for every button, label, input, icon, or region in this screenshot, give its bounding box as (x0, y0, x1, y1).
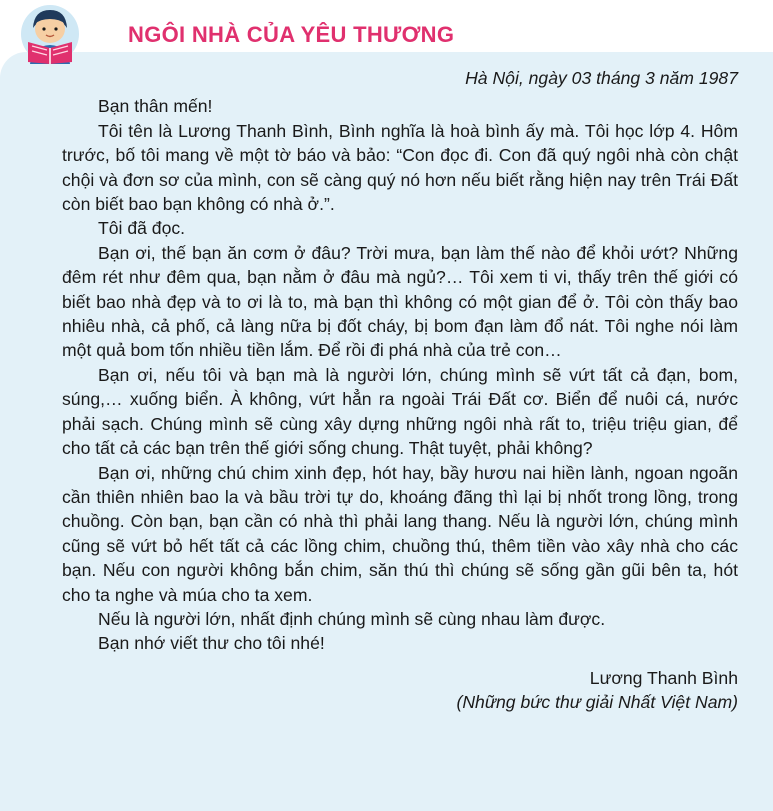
letter-paragraph: Tôi tên là Lương Thanh Bình, Bình nghĩa là hoà bình ấy mà. Tôi học lớp 4. Hôm trước, bố tôi mang về một tờ báo và bảo: “Con đọc đi. Con đã quý ngôi nhà còn chật chội và đơn sơ của mình, con sẽ càng quý nó hơn nếu biết rằng hiện nay trên Trái Đất còn biết bao bạn không có nhà ở.”. (62, 120, 738, 215)
letter-greeting: Bạn thân mến! (98, 96, 213, 117)
letter-paragraph: Bạn ơi, nếu tôi và bạn mà là người lớn, chúng mình sẽ vứt tất cả đạn, bom, súng,… xuống biển. À không, vứt hẳn ra ngoài Trái Đất cơ. Biển để nuôi cá, nước phải sạch. Chúng mình sẽ cùng xây dựng những ngôi nhà rất to, triệu triệu gian, để cho tất cả các bạn trên thế giới sống chung. Thật tuyệt, phải không? (62, 364, 738, 459)
page-title: NGÔI NHÀ CỦA YÊU THƯƠNG (128, 22, 455, 47)
letter-paragraph: Nếu là người lớn, nhất định chúng mình sẽ cùng nhau làm được. (98, 608, 606, 629)
letter-paragraph: Bạn ơi, những chú chim xinh đẹp, hót hay, bầy hươu nai hiền lành, ngoan ngoãn cần thiên nhiên bao la và bầu trời tự do, khoáng đãng thì lại bị nhốt trong lồng, trong chuồng. Còn bạn, bạn cần có nhà thì phải lang thang. Nếu là người lớn, chúng mình cũng sẽ vứt bỏ hết tất cả các lồng chim, chuồng thú, thêm tiền vào xây nhà cho các bạn. Nếu con người không bắn chim, săn thú thì chúng sẽ sống gần gũi bên ta, hót cho ta nghe và múa cho ta xem. (62, 462, 738, 605)
letter-paragraph: Bạn ơi, thế bạn ăn cơm ở đâu? Trời mưa, bạn làm thế nào để khỏi ướt? Những đêm rét như đêm qua, bạn nằm ở đâu mà ngủ?… Tôi xem ti vi, thấy trên thế giới có biết bao nhà đẹp và to ơi là to, mà bạn thì không có một gian để ở. Tôi còn thấy bao nhiêu nhà, cả phố, cả làng nữa bị đốt cháy, bị bom đạn làm đổ nát. Tôi nghe nói làm một quả bom tốn nhiều tiền lắm. Để rồi đi phá nhà của trẻ con… (62, 242, 738, 361)
letter-dateline: Hà Nội, ngày 03 tháng 3 năm 1987 (465, 68, 738, 88)
letter-source: (Những bức thư giải Nhất Việt Nam) (456, 692, 738, 713)
letter-paragraph: Tôi đã đọc. (98, 218, 186, 239)
child-reading-book-icon (14, 2, 86, 64)
letter-signature: Lương Thanh Bình (589, 667, 738, 688)
letter-body (62, 66, 738, 715)
letter-paragraph: Bạn nhớ viết thư cho tôi nhé! (98, 633, 325, 654)
